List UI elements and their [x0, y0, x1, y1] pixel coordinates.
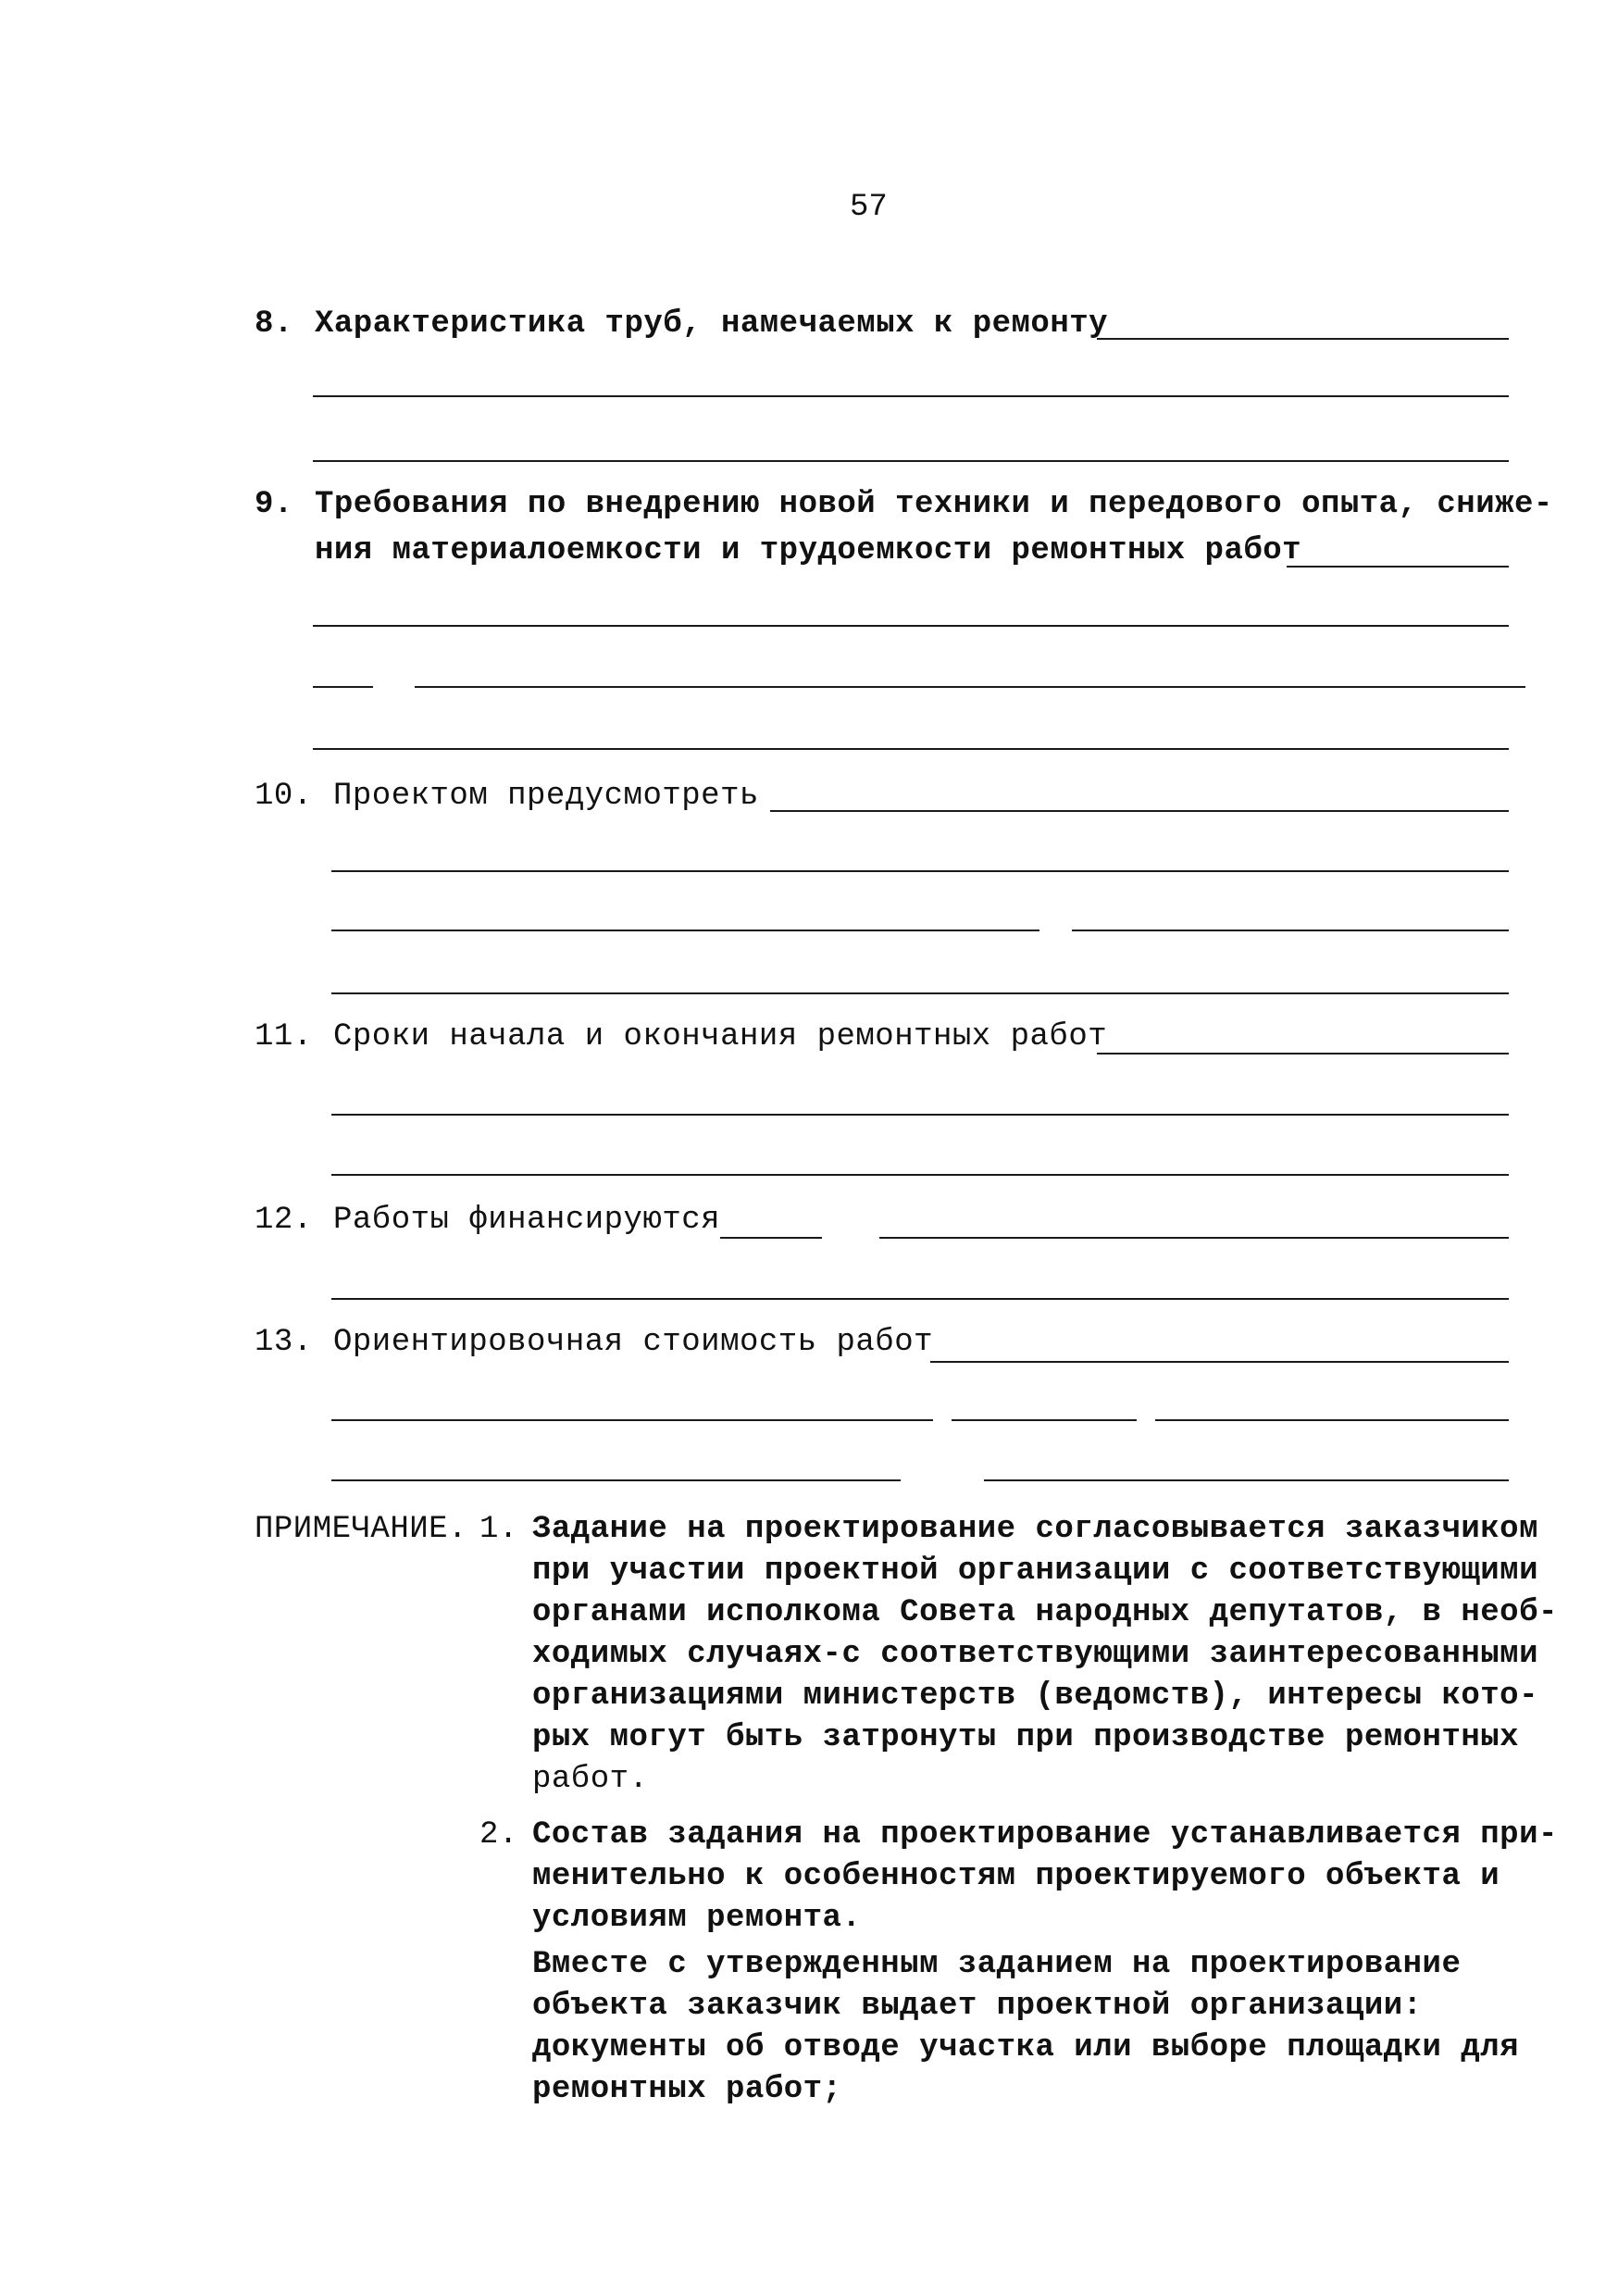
item-9-text-line1: Требования по внедрению новой техники и передового опыта, сниже- [315, 487, 1553, 522]
item-9-fill-line [1287, 566, 1509, 568]
item-12-fill-line-b [879, 1237, 1509, 1239]
note-2-line: условиям ремонта. [532, 1901, 862, 1936]
item-11-fill-line [1097, 1053, 1509, 1054]
item-13-blank-line-2a [331, 1479, 901, 1481]
item-8-fill-line [1097, 338, 1509, 340]
item-10-blank-line-3 [331, 992, 1509, 994]
item-12-text: Работы финансируются [333, 1203, 721, 1238]
item-9-blank-line-3 [313, 748, 1509, 750]
item-8-blank-line-2 [313, 460, 1509, 462]
page-number: 57 [850, 190, 888, 225]
item-12-fill-line-a [720, 1237, 822, 1239]
item-10-number: 10. [255, 779, 313, 814]
note-label: ПРИМЕЧАНИЕ. [255, 1512, 467, 1547]
item-10-blank-line-2b [1072, 930, 1509, 931]
item-13-blank-line-1b [952, 1419, 1137, 1421]
item-8-blank-line-1 [313, 395, 1509, 397]
item-10-blank-line-2a [331, 930, 1039, 931]
note-2-line: Вместе с утвержденным заданием на проектирование [532, 1947, 1462, 1982]
item-10-fill-line [770, 810, 1509, 812]
item-9-blank-line-1 [313, 625, 1509, 627]
item-10-text: Проектом предусмотреть [333, 779, 759, 814]
item-12-number: 12. [255, 1203, 313, 1238]
note-1-line: Задание на проектирование согласовывается заказчиком [532, 1512, 1538, 1547]
item-11-number: 11. [255, 1019, 313, 1054]
item-13-blank-line-2b [984, 1479, 1509, 1481]
item-13-number: 13. [255, 1325, 313, 1360]
note-2-line: ремонтных работ; [532, 2072, 842, 2107]
note-1-number: 1. [479, 1512, 518, 1547]
note-1-line: ходимых случаях-с соответствующими заинтересованными [532, 1637, 1538, 1672]
note-1-line: организациями министерств (ведомств), интересы кото- [532, 1678, 1538, 1714]
item-9-blank-line-2a [313, 686, 373, 688]
item-10-blank-line-1 [331, 870, 1509, 872]
item-13-blank-line-1c [1155, 1419, 1509, 1421]
item-8-number: 8. [255, 306, 293, 342]
note-2-line: Состав задания на проектирование устанавливается при- [532, 1817, 1558, 1853]
item-13-blank-line-1a [331, 1419, 933, 1421]
note-2-number: 2. [479, 1817, 518, 1853]
item-11-text: Сроки начала и окончания ремонтных работ [333, 1019, 1108, 1054]
item-9-blank-line-2b [415, 686, 1525, 688]
item-13-fill-line [930, 1361, 1509, 1363]
item-11-blank-line-1 [331, 1114, 1509, 1116]
note-1-line: органами исполкома Совета народных депутатов, в необ- [532, 1595, 1558, 1630]
item-9-text-line2: ния материалоемкости и трудоемкости ремонтных работ [315, 533, 1302, 568]
item-11-blank-line-2 [331, 1174, 1509, 1176]
note-2-line: менительно к особенностям проектируемого объекта и [532, 1859, 1500, 1894]
note-2-line: документы об отводе участка или выборе площадки для [532, 2030, 1520, 2065]
item-9-number: 9. [255, 487, 293, 522]
note-1-line: работ. [532, 1762, 649, 1797]
item-12-blank-line-1 [331, 1298, 1509, 1300]
item-8-text: Характеристика труб, намечаемых к ремонту [315, 306, 1109, 342]
note-1-line: рых могут быть затронуты при производстве ремонтных [532, 1720, 1520, 1755]
note-1-line: при участии проектной организации с соответствующими [532, 1554, 1538, 1589]
note-2-line: объекта заказчик выдает проектной организации: [532, 1989, 1423, 2024]
item-13-text: Ориентировочная стоимость работ [333, 1325, 934, 1360]
